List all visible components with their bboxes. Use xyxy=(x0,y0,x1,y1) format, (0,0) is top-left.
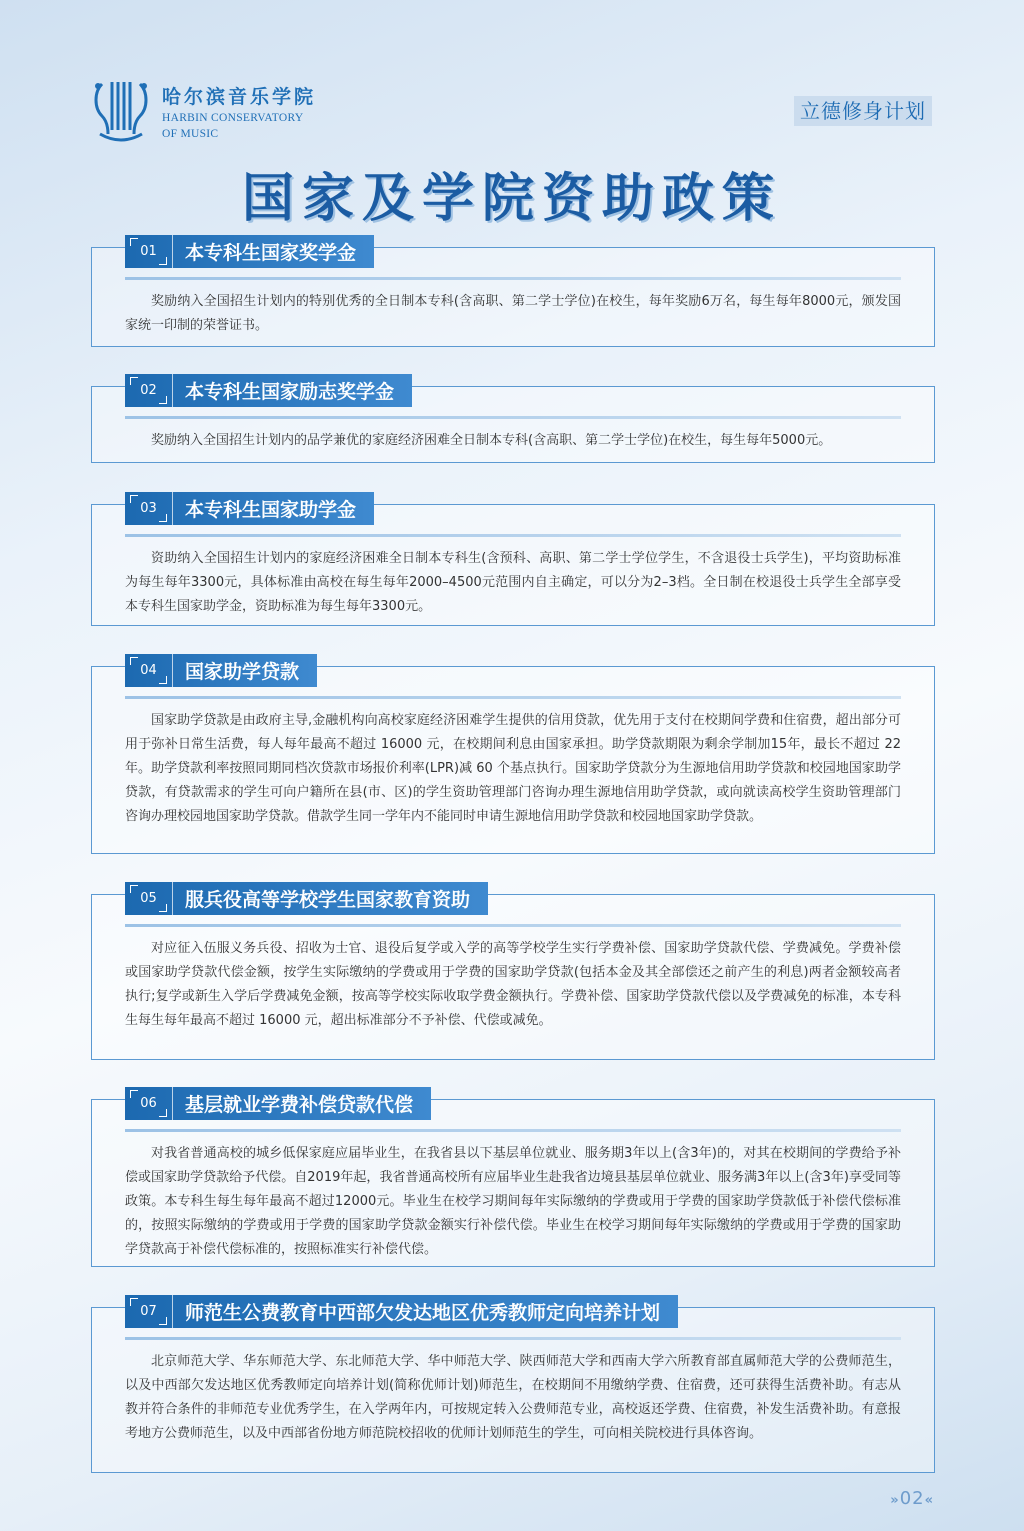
school-name-en-line1: HARBIN CONSERVATORY xyxy=(162,112,304,124)
section-number: 05 xyxy=(125,882,173,915)
section-number: 04 xyxy=(125,654,173,687)
school-logo xyxy=(92,78,316,144)
lyre-icon xyxy=(92,78,150,144)
section-number: 03 xyxy=(125,492,173,525)
section-04 xyxy=(91,661,935,854)
section-header xyxy=(125,1087,431,1120)
left-arrows-icon: « xyxy=(924,1493,934,1508)
section-header xyxy=(125,374,412,407)
section-title: 基层就业学费补偿贷款代偿 xyxy=(185,1094,414,1116)
section-number: 06 xyxy=(125,1087,173,1120)
page-title: 国家及学院资助政策 xyxy=(241,169,782,229)
section-title: 师范生公费教育中西部欠发达地区优秀教师定向培养计划 xyxy=(185,1302,661,1324)
section-number: 02 xyxy=(125,374,173,407)
plan-tag: 立德修身计划 xyxy=(794,96,932,126)
section-body: 国家助学贷款是由政府主导,金融机构向高校家庭经济困难学生提供的信用贷款，优先用于支付在校期间学费和住宿费，超出部分可用于弥补日常生活费，每人每年最高不超过 16000 元，在校期间利息由国家承担。助学贷款期限为剩余学制加15年，最长不超过 22 年。助学贷款利率按照同期同档次贷款市场报价利率(LPR)减 60 个基点执行。国家助学贷款分为生源地信用助学贷款和校园地国家助学贷款，有贷款需求的学生可向户籍所在县(市、区)的学生资助管理部门咨询办理生源地信用助学贷款，或向就读高校学生资助管理部门咨询办理校园地国家助学贷款。借款学生同一学年内不能同时申请生源地信用助学贷款和校园地国家助学贷款。 xyxy=(125,713,901,824)
section-body: 对应征入伍服义务兵役、招收为士官、退役后复学或入学的高等学校学生实行学费补偿、国家助学贷款代偿、学费减免。学费补偿或国家助学贷款代偿金额，按学生实际缴纳的学费或用于学费的国家助学贷款(包括本金及其全部偿还之前产生的利息)两者金额较高者执行;复学或新生入学后学费减免金额，按高等学校实际收取学费金额执行。学费补偿、国家助学贷款代偿以及学费减免的标准，本专科生每生每年最高不超过 16000 元，超出标准部分不予补偿、代偿或减免。 xyxy=(125,941,901,1028)
section-06 xyxy=(91,1094,935,1267)
section-01 xyxy=(91,242,935,347)
section-05 xyxy=(91,889,935,1060)
school-name-en-line2: OF MUSIC xyxy=(162,128,219,140)
right-arrows-icon: » xyxy=(890,1493,900,1508)
section-header xyxy=(125,492,374,525)
section-body: 奖励纳入全国招生计划内的品学兼优的家庭经济困难全日制本专科(含高职、第二学士学位)在校生，每生每年5000元。 xyxy=(151,433,832,448)
section-body: 北京师范大学、华东师范大学、东北师范大学、华中师范大学、陕西师范大学和西南大学六所教育部直属师范大学的公费师范生，以及中西部欠发达地区优秀教师定向培养计划(简称优师计划)师范生，在校期间不用缴纳学费、住宿费，还可获得生活费补助。有志从教并符合条件的非师范专业优秀学生，在入学两年内，可按规定转入公费师范专业，高校返还学费、住宿费，补发生活费补助。有意报考地方公费师范生，以及中西部省份地方师范院校招收的优师计划师范生的学生，可向相关院校进行具体咨询。 xyxy=(125,1354,901,1441)
section-header xyxy=(125,882,488,915)
section-title: 国家助学贷款 xyxy=(185,661,300,683)
section-03 xyxy=(91,499,935,626)
section-02 xyxy=(91,381,935,463)
section-number: 01 xyxy=(125,235,173,268)
section-title: 本专科生国家助学金 xyxy=(185,499,357,521)
section-title: 本专科生国家奖学金 xyxy=(185,242,357,264)
section-07 xyxy=(91,1302,935,1473)
section-header xyxy=(125,654,317,687)
section-title: 服兵役高等学校学生国家教育资助 xyxy=(185,889,471,911)
section-title: 本专科生国家励志奖学金 xyxy=(185,381,395,403)
section-body: 对我省普通高校的城乡低保家庭应届毕业生，在我省县以下基层单位就业、服务期3年以上(含3年)的，对其在校期间的学费给予补偿或国家助学贷款给予代偿。自2019年起，我省普通高校所有应届毕业生赴我省边境县基层单位就业、服务满3年以上(含3年)享受同等政策。本专科生每生每年最高不超过12000元。毕业生在校学习期间每年实际缴纳的学费或用于学费的国家助学贷款低于补偿代偿标准的，按照实际缴纳的学费或用于学费的国家助学贷款金额实行补偿代偿。毕业生在校学习期间每年实际缴纳的学费或用于学费的国家助学贷款高于补偿代偿标准的，按照标准实行补偿代偿。 xyxy=(125,1146,901,1257)
section-number: 07 xyxy=(125,1295,173,1328)
section-header xyxy=(125,1295,678,1328)
section-header xyxy=(125,235,374,268)
section-body: 资助纳入全国招生计划内的家庭经济困难全日制本专科生(含预科、高职、第二学士学位学生，不含退役士兵学生)，平均资助标准为每生每年3300元，具体标准由高校在每生每年2000–4500元范围内自主确定，可以分为2–3档。全日制在校退役士兵学生全部享受本专科生国家助学金，资助标准为每生每年3300元。 xyxy=(125,551,901,614)
section-body: 奖励纳入全国招生计划内的特别优秀的全日制本专科(含高职、第二学士学位)在校生，每年奖励6万名，每生每年8000元，颁发国家统一印制的荣誉证书。 xyxy=(125,294,901,333)
school-name-cn: 哈尔滨音乐学院 xyxy=(162,86,317,108)
page-number: »02« xyxy=(890,1488,934,1509)
